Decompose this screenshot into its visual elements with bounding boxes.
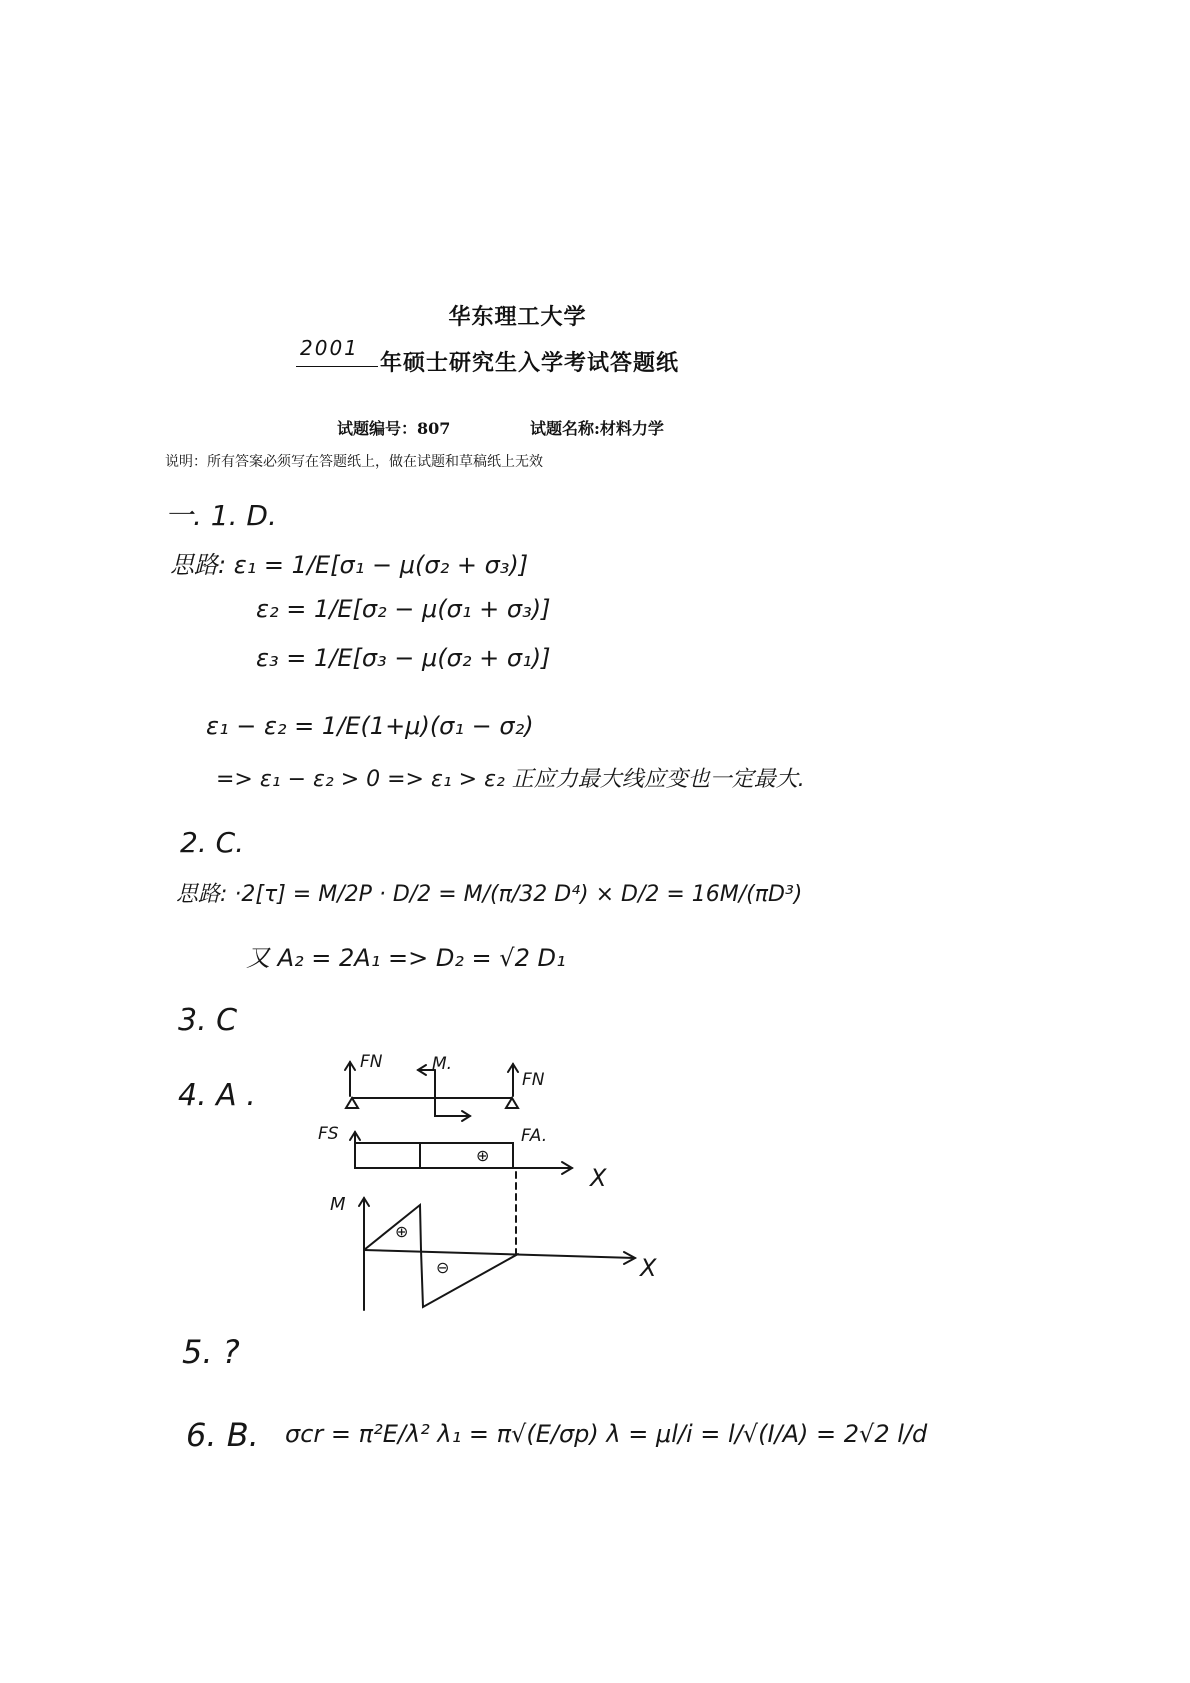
fa-label: FA.	[521, 1126, 548, 1146]
instruction-note: 说明：所有答案必须写在答题纸上，做在试题和草稿纸上无效	[165, 454, 543, 470]
q1-line2: ε₂ = 1/E[σ₂ − μ(σ₁ + σ₃)]	[256, 595, 551, 623]
q2-heading: 2. C.	[180, 826, 245, 859]
q6-formula: σcr = π²E/λ² λ₁ = π√(E/σp) λ = μl/i = l/√(I/A) = 2√2 l/d	[285, 1420, 928, 1448]
exam-code: 试题编号：807	[337, 419, 451, 438]
shear-x-label: X	[590, 1164, 607, 1192]
couple-symbol	[435, 1070, 470, 1116]
moment-axis-label: M	[330, 1194, 346, 1215]
q6-heading: 6. B.	[186, 1416, 259, 1454]
q1-line5: => ε₁ − ε₂ > 0 => ε₁ > ε₂ 正应力最大线应变也一定最大.	[216, 767, 805, 792]
moment-x-label: X	[640, 1254, 657, 1282]
q5-heading: 5. ?	[182, 1333, 240, 1371]
handwritten-year: 2001	[300, 336, 359, 360]
fs-label: FS	[318, 1124, 339, 1144]
q2-line2: 又 A₂ = 2A₁ => D₂ = √2 D₁	[246, 944, 566, 972]
fn-left-label: FN	[360, 1052, 383, 1072]
q1-heading: 一. 1. D.	[165, 499, 277, 532]
fn-right-label: FN	[522, 1070, 545, 1090]
q4-heading: 4. A .	[178, 1078, 256, 1113]
university-name: 华东理工大学	[448, 304, 587, 330]
answer-sheet-title: 年硕士研究生入学考试答题纸	[380, 350, 680, 376]
exam-name: 试题名称:材料力学	[530, 419, 664, 438]
q1-line1: 思路: ε₁ = 1/E[σ₁ − μ(σ₂ + σ₃)]	[170, 551, 529, 579]
moment-positive-sign: ⊕	[395, 1222, 409, 1241]
moment-negative-sign: ⊖	[436, 1258, 450, 1277]
moment-x-axis	[364, 1250, 635, 1258]
q3-heading: 3. C	[178, 1003, 238, 1038]
shear-positive-sign: ⊕	[476, 1146, 490, 1165]
q1-line3: ε₃ = 1/E[σ₃ − μ(σ₂ + σ₁)]	[256, 644, 551, 672]
q2-line1: 思路: ·2[τ] = M/2P · D/2 = M/(π/32 D⁴) × D/2 = 16M/(πD³)	[176, 882, 803, 907]
left-support	[346, 1098, 358, 1108]
right-support	[506, 1098, 518, 1108]
q1-line4: ε₁ − ε₂ = 1/E(1+μ)(σ₁ − σ₂)	[206, 712, 534, 740]
moment-load-label: M.	[432, 1054, 453, 1074]
positive-moment-triangle	[364, 1205, 421, 1250]
